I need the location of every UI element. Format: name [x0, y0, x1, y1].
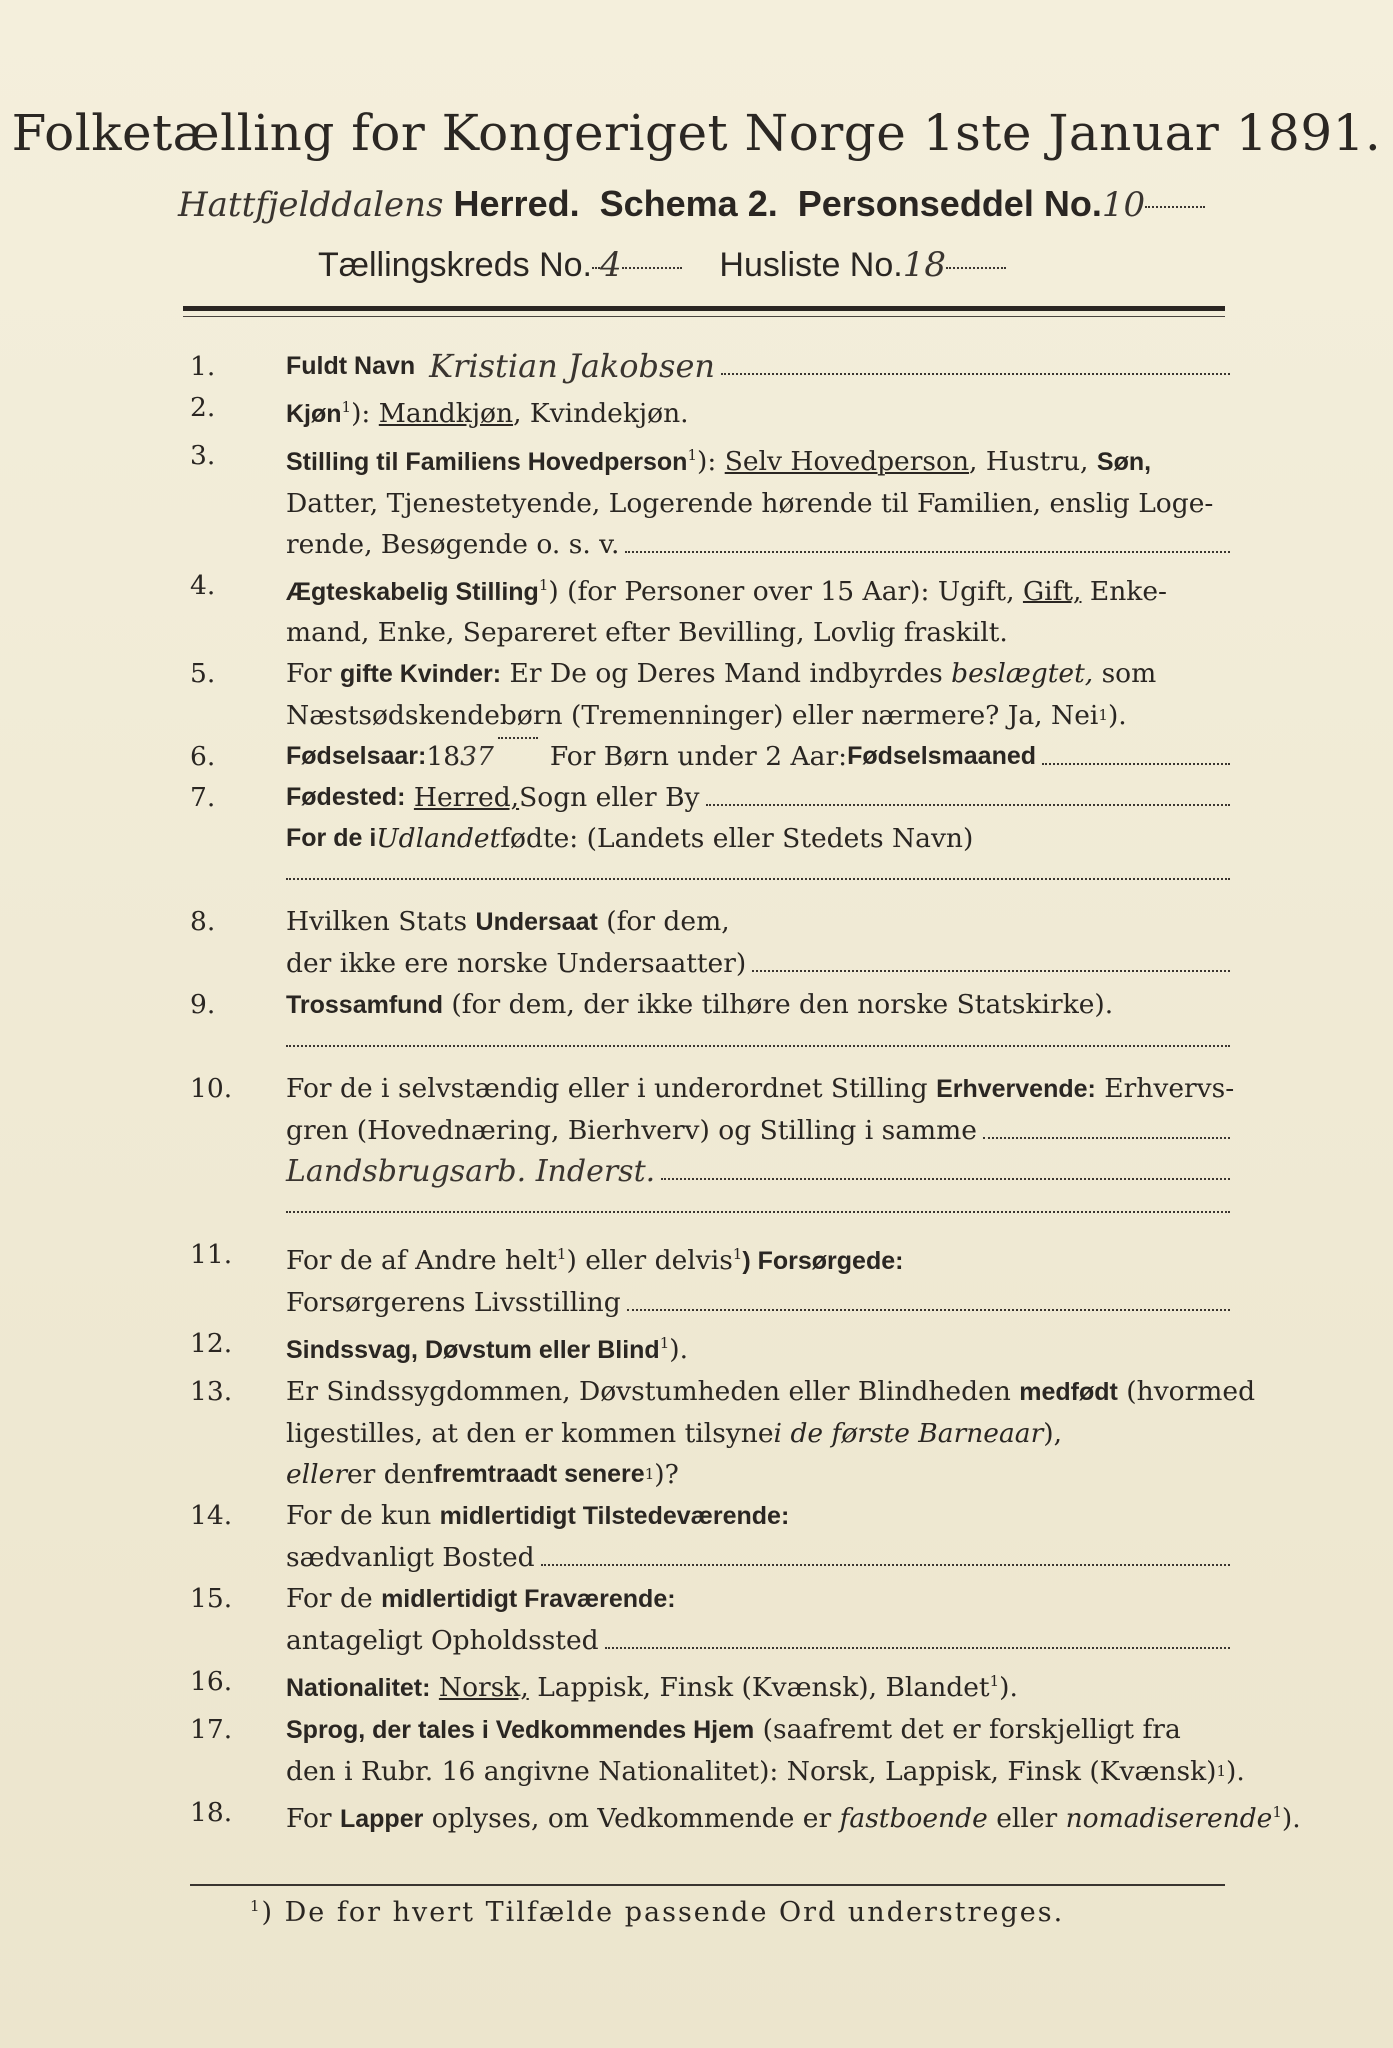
item-label: Erhvervende: — [936, 1075, 1096, 1104]
full-name-value: Kristian Jakobsen — [429, 347, 715, 385]
item-label: Fødselsaar: — [286, 742, 427, 771]
item-number: 3. — [190, 439, 216, 471]
item-label: Sprog, der tales i Vedkommendes Hjem — [286, 1715, 755, 1744]
item-label: Sindssvag, Døvstum eller Blind — [286, 1336, 660, 1365]
item-label: Fuldt Navn — [286, 352, 416, 380]
husliste-number: 18 — [902, 245, 946, 285]
item-label: ) Forsørgede: — [742, 1247, 904, 1276]
item-number: 8. — [190, 906, 216, 938]
item-18: 18. For Lapper oplyses, om Vedkommende er fastboende eller nomadiserende$^1$). — [190, 1792, 1230, 1840]
item-number: 14. — [190, 1500, 233, 1532]
item-11: 11. For de af Andre helt$^1$) eller delvis$^1$) Forsørgede: — [190, 1234, 1230, 1282]
item-number: 5. — [190, 658, 216, 690]
item-5: 5. For gifte Kvinder: Er De og Deres Mand indbyrdes beslægtet, som — [190, 653, 1230, 695]
item-number: 15. — [190, 1583, 233, 1615]
item-number: 16. — [190, 1666, 233, 1698]
herred-name: Hattfjelddalens — [178, 185, 444, 225]
item-number: 10. — [190, 1073, 233, 1105]
form-items: 1. Fuldt Navn Kristian Jakobsen 2. Kjøn$^1$): Mandkjøn, Kvindekjøn. 3. Stilling til Familiens Hovedperson$^1$): Selv Hovedperson, Hustru, Søn, Datter, Tjenestetyende, Logerende hørende til Familien, enslig Loge- rende, Besøgende o. s. v. 4. Ægteskabelig Stilling$^1$) (for Personer over 15 Aar): Ugift, Gift, Enke- mand, Enke, Separeret efter Bevilling, Lovlig fraskilt. 5. For gifte Kvinder: Er De og Deres Mand indbyrdes beslægtet, som Næstsødskendebørn (Tremenninger) eller nærmere? Ja, Nei 1 ). 6. Fødselsaar: 18 37 For Børn under 2 Aar: Fødselsmaaned 7. Fødested: Herred, Sogn eller By For de i Udlandet fødte: (Landets eller Stedets Navn) 8. Hvilken Stats Undersaat (for dem, der ikke ere norske Undersaatter) 9. Trossamfund (for dem, der ikke tilhøre den norske Statskirke). 10. For de i selvstændig eller i underordnet Stilling Erhvervende: Erhvervs- gren (Hovednæring, Bierhverv) og Stilling i samme Landsbrugsarb. Inderst. 11. For de af Andre helt$^1$) eller delvis$^1$) Forsørgede: Forsørgerens Livsstilling 12. Sindssvag, Døvstum eller Blind$^1$). 13. Er Sindssygdommen, Døvstumheden eller Blindheden medfødt (hvormed ligestilles, at den er kommen tilsyne i de første Barneaar ), eller er den fremtraadt senere 1 )? 14. For de kun midlertidigt Tilstedeværende: sædvanligt Bosted 15. For de midlertidigt Fraværende: antageligt Opholdssted 16. Nationalitet: Norsk, Lappisk, Finsk (Kvænsk), Blandet$^1$). 17. Sprog, der tales i Vedkommendes Hjem (saafremt det er forskjelligt fra den i Rubr. 16 angivne Nationalitet): Norsk, Lappisk, Finsk (Kvænsk) 1 ). 18. For Lapper oplyses, om Vedkommende er fastboende eller nomadiserende$^1$). — [190, 346, 1230, 1840]
item-number: 6. — [190, 741, 216, 773]
item-label: Kjøn — [286, 399, 342, 428]
item-10: 10. For de i selvstændig eller i underordnet Stilling Erhvervende: Erhvervs- — [190, 1068, 1230, 1110]
item-label: midlertidigt Fraværende: — [381, 1585, 676, 1614]
item-17: 17. Sprog, der tales i Vedkommendes Hjem (saafremt det er forskjelligt fra — [190, 1709, 1230, 1751]
schema-label: Schema 2. — [599, 183, 778, 224]
item-number: 9. — [190, 989, 216, 1021]
item-label: Trossamfund — [286, 991, 443, 1020]
item-number: 7. — [190, 782, 216, 814]
item-label: gifte Kvinder: — [339, 660, 502, 689]
item-7: 7. Fødested: Herred, Sogn eller By — [190, 777, 1230, 818]
occupation-value: Landsbrugsarb. Inderst. — [286, 1154, 656, 1190]
item-6: 6. Fødselsaar: 18 37 For Børn under 2 Aar: Fødselsmaaned — [190, 736, 1230, 777]
item-number: 11. — [190, 1239, 233, 1271]
personseddel-label: Personseddel No. — [797, 183, 1102, 224]
item-15: 15. For de midlertidigt Fraværende: — [190, 1578, 1230, 1620]
item-12: 12. Sindssvag, Døvstum eller Blind$^1$). — [190, 1323, 1230, 1371]
item-number: 17. — [190, 1713, 233, 1745]
option-herred: Herred, — [413, 782, 520, 814]
item-16: 16. Nationalitet: Norsk, Lappisk, Finsk (Kvænsk), Blandet$^1$). — [190, 1661, 1230, 1709]
item-4: 4. Ægteskabelig Stilling$^1$) (for Personer over 15 Aar): Ugift, Gift, Enke- — [190, 565, 1230, 613]
item-label: midlertidigt Tilstedeværende: — [439, 1502, 790, 1531]
item-14: 14. For de kun midlertidigt Tilstedeværende: — [190, 1495, 1230, 1537]
item-label: Undersaat — [475, 908, 598, 937]
item-number: 18. — [190, 1796, 233, 1828]
taellingskreds-label: Tællingskreds No. — [318, 246, 592, 284]
header-rule — [183, 306, 1225, 311]
item-9: 9. Trossamfund (for dem, der ikke tilhøre den norske Statskirke). — [190, 984, 1230, 1026]
birth-year-value: 37 — [460, 741, 494, 773]
item-number: 4. — [190, 569, 216, 601]
item-number: 12. — [190, 1328, 233, 1360]
item-label: Ægteskabelig Stilling — [286, 577, 539, 606]
item-2: 2. Kjøn$^1$): Mandkjøn, Kvindekjøn. — [190, 387, 1230, 435]
footnote: $^1$) De for hvert Tilfælde passende Ord understreges. — [250, 1897, 1065, 1928]
form-title: Folketælling for Kongeriget Norge 1ste Januar 1891. — [11, 104, 1382, 162]
option-mandkjon: Mandkjøn — [378, 397, 514, 429]
item-8: 8. Hvilken Stats Undersaat (for dem, — [190, 901, 1230, 943]
personseddel-number: 10 — [1101, 185, 1146, 225]
herred-label: Herred. — [453, 183, 580, 224]
item-label: Stilling til Familiens Hovedperson — [286, 447, 688, 476]
option-selv-hovedperson: Selv Hovedperson — [724, 445, 970, 477]
item-3: 3. Stilling til Familiens Hovedperson$^1$): Selv Hovedperson, Hustru, Søn, — [190, 435, 1230, 483]
item-label: medfødt — [1019, 1378, 1118, 1407]
item-1 — [190, 346, 1230, 387]
footnote-rule — [190, 1884, 1225, 1886]
form-subheader-line — [318, 245, 1218, 285]
item-label: Lapper — [339, 1804, 424, 1833]
option-gift: Gift, — [1022, 575, 1082, 607]
item-number: 2. — [190, 392, 216, 423]
husliste-label: Husliste No. — [719, 246, 903, 284]
item-label: Fødested: — [286, 783, 406, 812]
taellingskreds-number: 4 — [599, 245, 622, 285]
footnote-mark: 1 — [341, 398, 352, 416]
item-13: 13. Er Sindssygdommen, Døvstumheden eller Blindheden medfødt (hvormed — [190, 1371, 1230, 1413]
item-number: 1. — [190, 351, 216, 382]
option-norsk: Norsk, — [438, 1671, 529, 1703]
item-label: Nationalitet: — [286, 1673, 431, 1702]
item-number: 13. — [190, 1376, 233, 1408]
header-rule-thin — [183, 316, 1225, 317]
form-header-line — [178, 183, 1238, 225]
